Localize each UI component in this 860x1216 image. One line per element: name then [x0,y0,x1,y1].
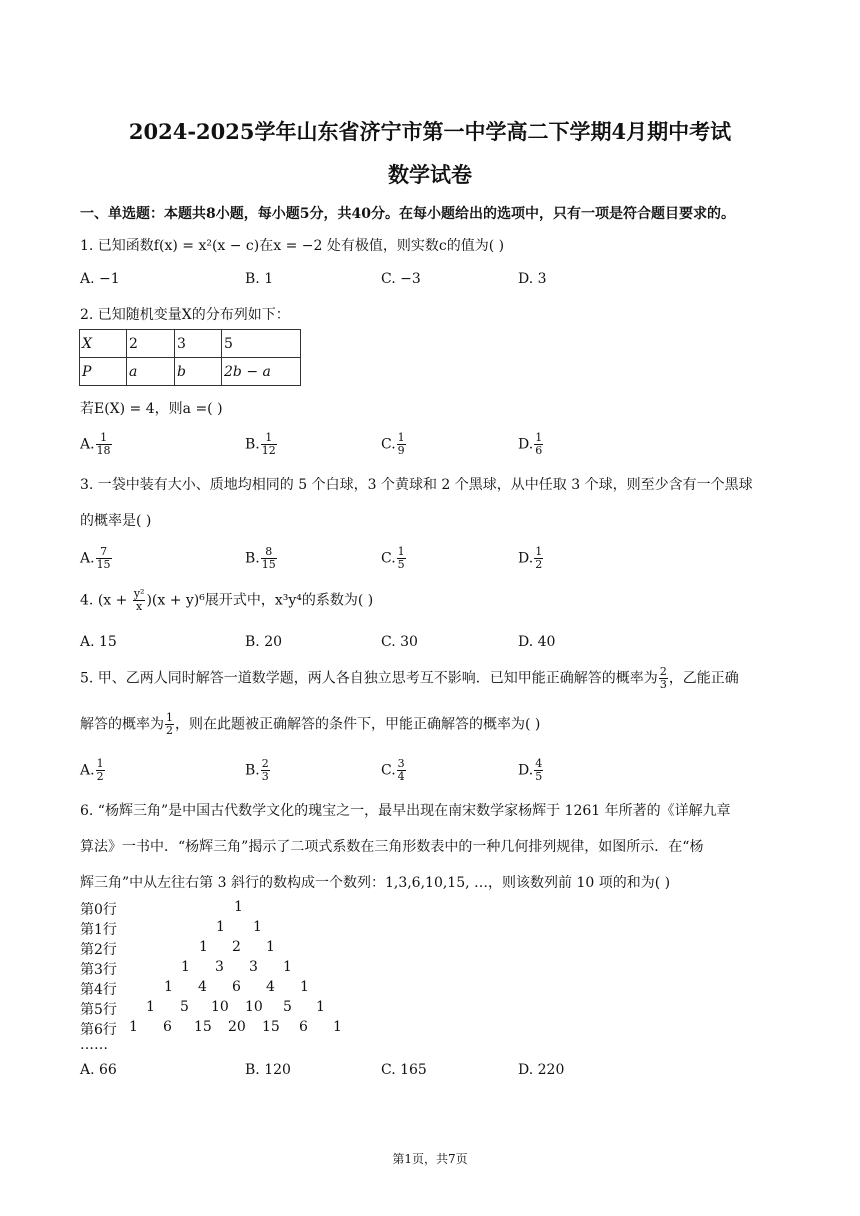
triangle-row-label: 第2行 [80,942,117,958]
triangle-row-label: 第4行 [80,982,117,998]
triangle-number: 15 [194,1019,212,1035]
question-6-stem-line1: 6. “杨辉三角”是中国古代数学文化的瑰宝之一，最早出现在南宋数学家杨辉于 1261 年所著的《详解九章 [80,803,731,819]
q3-option-c [381,546,407,571]
q6-option-c: C. 165 [381,1062,427,1078]
fraction: $\frac{4}{5}$ [535,757,543,783]
question-6-stem-line2: 算法》一书中．“杨辉三角”揭示了二项式系数在三角形数表中的一种几何排列规律，如图所示．在“杨 [80,839,704,855]
q1-option-b: B. 1 [245,271,274,287]
q3-option-b [245,546,278,571]
fraction: $\frac{7}{15}$ [96,545,111,571]
question-4-stem [80,588,373,613]
triangle-number: 1 [146,999,155,1015]
table-cell: 2 [127,330,175,358]
option-label: A. [80,436,95,453]
distribution-table [79,329,301,386]
q5-option-b [245,758,271,783]
fraction: $\frac{1}{9}$ [397,431,405,457]
triangle-number: 1 [234,899,243,915]
table-cell: a [127,358,175,386]
question-5-stem-line2 [80,712,540,737]
q1-option-c: C. −3 [381,271,421,287]
option-label: B. [245,762,260,779]
table-cell: 3 [175,330,222,358]
question-3-stem-line1: 3. 一袋中装有大小、质地均相同的 5 个白球，3 个黄球和 2 个黑球，从中任取 3 个球，则至少含有一个黑球 [80,477,753,493]
q2-option-a [80,432,113,457]
fraction: $\frac{1}{5}$ [397,545,405,571]
triangle-row-label: 第0行 [80,902,117,918]
question-5-stem-line1 [80,666,739,691]
triangle-number: 2 [232,939,241,955]
triangle-number: 1 [181,959,190,975]
q2-option-b [245,432,278,457]
table-cell: 2b − a [222,358,301,386]
table-cell: 5 [222,330,301,358]
triangle-number: 1 [199,939,208,955]
fraction: $\frac{1}{2}$ [535,545,543,571]
table-cell: X [80,330,127,358]
q4-option-b: B. 20 [245,634,283,650]
expression-part: (x + [97,592,132,609]
q5-option-a [80,758,106,783]
q5-option-d [518,758,544,783]
triangle-number: 3 [249,959,258,975]
fraction: $\frac{1}{12}$ [261,431,276,457]
q2-option-d [518,432,544,457]
option-label: D. [518,762,534,779]
fraction: $\frac{1}{6}$ [535,431,543,457]
triangle-number: 1 [253,919,262,935]
triangle-number: 1 [266,939,275,955]
option-label: C. [381,762,396,779]
triangle-number: 1 [316,999,325,1015]
triangle-row-label: 第3行 [80,962,117,978]
q2-option-c [381,432,407,457]
q4-option-c: C. 30 [381,634,418,650]
q4-option-d: D. 40 [518,634,556,650]
question-2-condition: 若E(X) = 4，则a =( ) [80,401,223,417]
section-header: 一、单选题：本题共8小题，每小题5分，共40分。在每小题给出的选项中，只有一项是符合题目要求的。 [80,206,735,222]
exam-title-line1: 2024-2025学年山东省济宁市第一中学高二下学期4月期中考试 [128,119,732,144]
fraction: $\frac{1}{18}$ [96,431,111,457]
triangle-row-label: 第5行 [80,1002,117,1018]
question-3-stem-line2: 的概率是( ) [80,513,152,529]
q6-option-d: D. 220 [518,1062,565,1078]
triangle-number: 5 [180,999,189,1015]
option-label: A. [80,550,95,567]
fraction: $\frac{3}{4}$ [397,757,405,783]
triangle-number: 10 [211,999,229,1015]
text-part: 5. 甲、乙两人同时解答一道数学题，两人各自独立思考互不影响．已知甲能正确解答的概率为 [80,670,658,687]
exam-title-line2: 数学试卷 [388,162,472,187]
triangle-ellipsis: …… [80,1037,108,1053]
option-label: C. [381,550,396,567]
fraction: $\frac{1}{2}$ [166,711,173,737]
triangle-number: 6 [163,1019,172,1035]
q5-option-c [381,758,407,783]
triangle-number: 5 [283,999,292,1015]
question-2-stem: 2. 已知随机变量X的分布列如下： [80,307,290,323]
triangle-number: 1 [333,1019,342,1035]
text-part: ，则在此题被正确解答的条件下，甲能正确解答的概率为( ) [175,716,541,733]
page-footer: 第1页，共7页 [392,1152,468,1166]
option-label: D. [518,436,534,453]
q3-option-d [518,546,544,571]
text-part: 解答的概率为 [80,716,164,733]
fraction: $\frac{\text{y²}}{x}$ [133,587,145,613]
table-row-x [80,330,301,358]
triangle-row-label: 第6行 [80,1022,117,1038]
triangle-number: 1 [283,959,292,975]
triangle-number: 6 [232,979,241,995]
q3-option-a [80,546,113,571]
option-label: B. [245,550,260,567]
fraction: $\frac{1}{2}$ [96,757,104,783]
fraction: $\frac{2}{3}$ [659,665,667,691]
triangle-number: 4 [198,979,207,995]
triangle-row-label: 第1行 [80,922,117,938]
triangle-number: 1 [164,979,173,995]
triangle-number: 3 [215,959,224,975]
triangle-number: 4 [266,979,275,995]
triangle-number: 15 [262,1019,280,1035]
option-label: B. [245,436,260,453]
fraction: $\frac{2}{3}$ [261,757,269,783]
table-row-p [80,358,301,386]
fraction: $\frac{8}{15}$ [261,545,276,571]
triangle-number: 10 [245,999,263,1015]
q4-option-a: A. 15 [80,634,117,650]
table-cell: b [175,358,222,386]
table-cell: P [80,358,127,386]
triangle-number: 1 [300,979,309,995]
triangle-number: 20 [228,1019,246,1035]
triangle-number: 6 [299,1019,308,1035]
option-label: A. [80,762,95,779]
triangle-number: 1 [216,919,225,935]
triangle-number: 1 [129,1019,138,1035]
question-6-stem-line3: 辉三角”中从左往右第 3 斜行的数构成一个数列：1,3,6,10,15, …，则该数列前 10 项的和为( ) [80,875,671,891]
q6-option-b: B. 120 [245,1062,291,1078]
text-part: ，乙能正确 [668,670,739,687]
q6-option-a: A. 66 [80,1062,117,1078]
option-label: D. [518,550,534,567]
expression-part: )(x + y)⁶展开式中，x³y⁴的系数为( ) [146,592,374,609]
question-number: 4. [80,592,98,609]
question-1-stem: 1. 已知函数f(x) = x²(x − c)在x = −2 处有极值，则实数c的值为( ) [80,238,505,254]
option-label: C. [381,436,396,453]
q1-option-a: A. −1 [80,271,120,287]
q1-option-d: D. 3 [518,271,547,287]
